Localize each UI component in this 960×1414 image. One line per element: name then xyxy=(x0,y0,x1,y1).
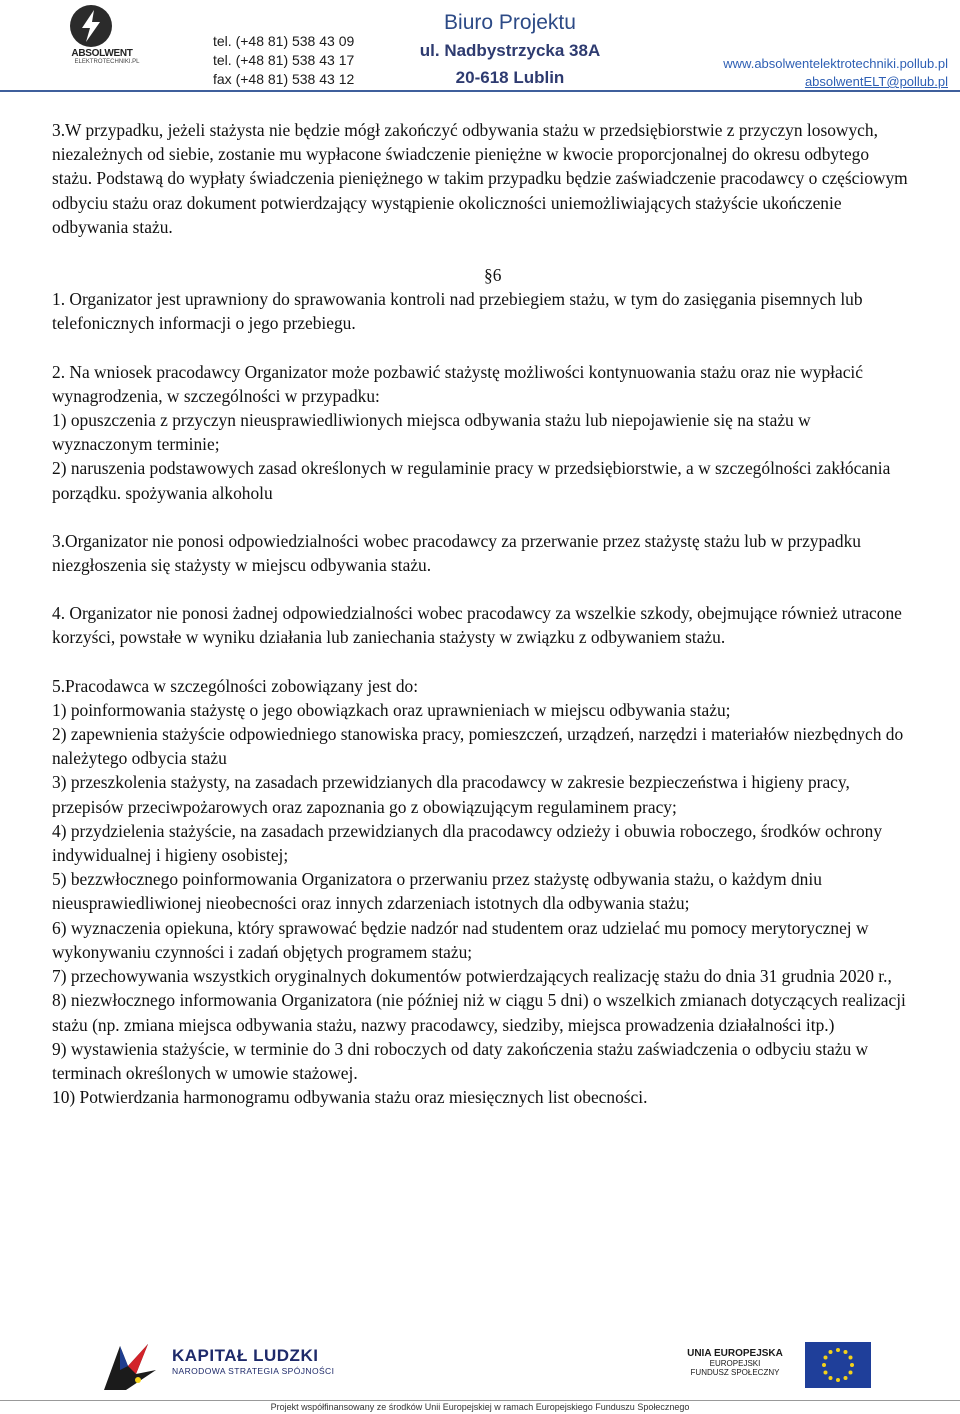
list-item: 2) naruszenia podstawowych zasad określonych w regulaminie pracy w przedsiębiorstwie, a w szczególności zakłócania porządku. spożywania alkoholu xyxy=(52,458,891,503)
office-street: ul. Nadbystrzycka 38A xyxy=(419,41,601,60)
email-link[interactable]: absolwentELT@pollub.pl xyxy=(804,74,948,89)
kapital-ludzki-star-icon xyxy=(98,1340,162,1396)
list-item: 4) przydzielenia stażyście, na zasadach przewidzianych dla pracodawcy odzieży i obuwia roboczego, środków ochrony indywidualnej i higieny osobistej; xyxy=(52,820,883,866)
eu-subtitle-1: EUROPEJSKI xyxy=(709,1359,761,1368)
office-title: Biuro Projektu xyxy=(444,11,576,34)
page-footer xyxy=(0,1334,960,1414)
logo-subtitle: ELEKTROTECHNIKI.PL xyxy=(74,59,140,65)
section-6-point-2-intro: 2. Na wniosek pracodawcy Organizator może pozbawić stażystę możliwości kontynuowania stażu oraz nie wypłacić wynagrodzenia, w szczególności w przypadku: xyxy=(52,361,863,406)
section-6-point-5-intro: 5.Pracodawca w szczególności zobowiązany jest do: xyxy=(52,675,419,696)
kl-subtitle: NARODOWA STRATEGIA SPÓJNOŚCI xyxy=(172,1366,335,1376)
list-item: 9) wystawienia stażyście, w terminie do 3 dni roboczych od daty zakończenia stażu zaświadczenia o odbyciu stażu w terminach określonych w umowie stażowej. xyxy=(52,1038,869,1083)
letterhead xyxy=(0,0,960,92)
header-divider xyxy=(0,90,960,92)
phone-2: tel. (+48 81) 538 43 17 xyxy=(213,52,355,68)
section-heading: §6 xyxy=(484,265,502,286)
list-item: 1) opuszczenia z przyczyn nieusprawiedliwionych miejsca odbywania stażu lub niepojawienie się na stażu w wyznaczonym terminie; xyxy=(52,410,811,455)
list-item: 5) bezzwłocznego poinformowania Organizatora o przerwaniu przez stażystę odbywania stażu, o każdym dniu nieusprawiedliwionej nieobecności oraz innych zdarzeniach istotnych dla odbywania stażu; xyxy=(52,869,822,914)
eu-title: UNIA EUROPEJSKA xyxy=(687,1348,783,1359)
list-item: 2) zapewnienia stażyście odpowiedniego stanowiska pracy, pomieszczeń, urządzeń, narzędzi i materiałów niezbędnych do należytego odbycia stażu xyxy=(52,724,904,769)
fax: fax (+48 81) 538 43 12 xyxy=(213,71,355,87)
list-item: 10) Potwierdzania harmonogramu odbywania stażu oraz miesięcznych list obecności. xyxy=(52,1087,648,1108)
document-body xyxy=(52,118,912,1109)
lightning-bolt-icon xyxy=(68,4,114,48)
phone-1: tel. (+48 81) 538 43 09 xyxy=(213,33,355,49)
eu-flag-icon xyxy=(805,1342,871,1388)
logo-name: ABSOLWENT xyxy=(71,48,133,59)
eu-subtitle-2: FUNDUSZ SPOŁECZNY xyxy=(690,1368,780,1377)
footer-divider xyxy=(0,1400,960,1401)
list-item: 7) przechowywania wszystkich oryginalnych dokumentów potwierdzających realizację stażu do dnia 31 grudnia 2020 r., xyxy=(52,966,892,987)
website-link[interactable]: www.absolwentelektrotechniki.pollub.pl xyxy=(723,56,948,71)
list-item: 1) poinformowania stażystę o jego obowiązkach oraz uprawnieniach w miejscu odbywania stażu; xyxy=(52,699,731,720)
section-6-point-4: 4. Organizator nie ponosi żadnej odpowiedzialności wobec pracodawcy za wszelkie szkody, obejmujące również utracone korzyści, powstałe w wyniku działania lub zaniechania stażysty w związku z odbywaniem stażu. xyxy=(52,603,902,648)
section-6-point-3: 3.Organizator nie ponosi odpowiedzialności wobec pracodawcy za przerwanie przez stażystę stażu lub w przypadku niezgłoszenia się stażysty w miejscu odbywania stażu. xyxy=(52,530,861,576)
office-city: 20-618 Lublin xyxy=(455,68,565,87)
contact-numbers xyxy=(213,32,354,89)
list-item: 6) wyznaczenia opiekuna, który sprawować będzie nadzór nad studentem oraz udzielać mu pomocy merytorycznej w wykonywaniu czynności i zadań objętych programem stażu; xyxy=(52,917,869,962)
kapital-ludzki-logo-text xyxy=(172,1346,334,1376)
paragraph-3: 3.W przypadku, jeżeli stażysta nie będzie mógł zakończyć odbywania stażu w przedsiębiorstwie z przyczyn losowych, niezależnych od siebie, zostanie mu wypłacone świadczenie pieniężne w kwocie proporcjonalnej do okresu odbytego stażu. Podstawą do wypłaty świadczenia pieniężnego w takim przypadku będzie zaświadczenie pracodawcy o częściowym odbyciu stażu oraz dokument potwierdzający wystąpienie okoliczności uniemożliwiających stażyście ukończenie odbywania stażu. xyxy=(52,120,908,237)
project-office xyxy=(400,8,620,91)
funding-note: Projekt współfinansowany ze środków Unii Europejskiej w ramach Europejskiego Funduszu Społecznego xyxy=(270,1402,690,1412)
web-contacts xyxy=(723,55,948,91)
absolwent-logo xyxy=(52,4,182,70)
eu-logo-text xyxy=(670,1348,800,1377)
list-item: 8) niezwłocznego informowania Organizatora (nie później niż w ciągu 5 dni) o wszelkich zmianach dotyczących realizacji stażu (np. zmiana miejsca odbywania stażu, nazwy pracodawcy, siedziby, miejsca prowadzenia działalności itp.) xyxy=(52,990,906,1035)
section-6-point-1: 1. Organizator jest uprawniony do sprawowania kontroli nad przebiegiem stażu, w tym do zasięgania pisemnych lub telefonicznych informacji o jego przebiegu. xyxy=(52,289,863,334)
kl-title: KAPITAŁ LUDZKI xyxy=(172,1346,319,1365)
list-item: 3) przeszkolenia stażysty, na zasadach przewidzianych dla pracodawcy w zakresie bezpieczeństwa i higieny pracy, przepisów przeciwpożarowych oraz zapoznania go z obowiązującym regulaminem pracy; xyxy=(52,772,850,817)
